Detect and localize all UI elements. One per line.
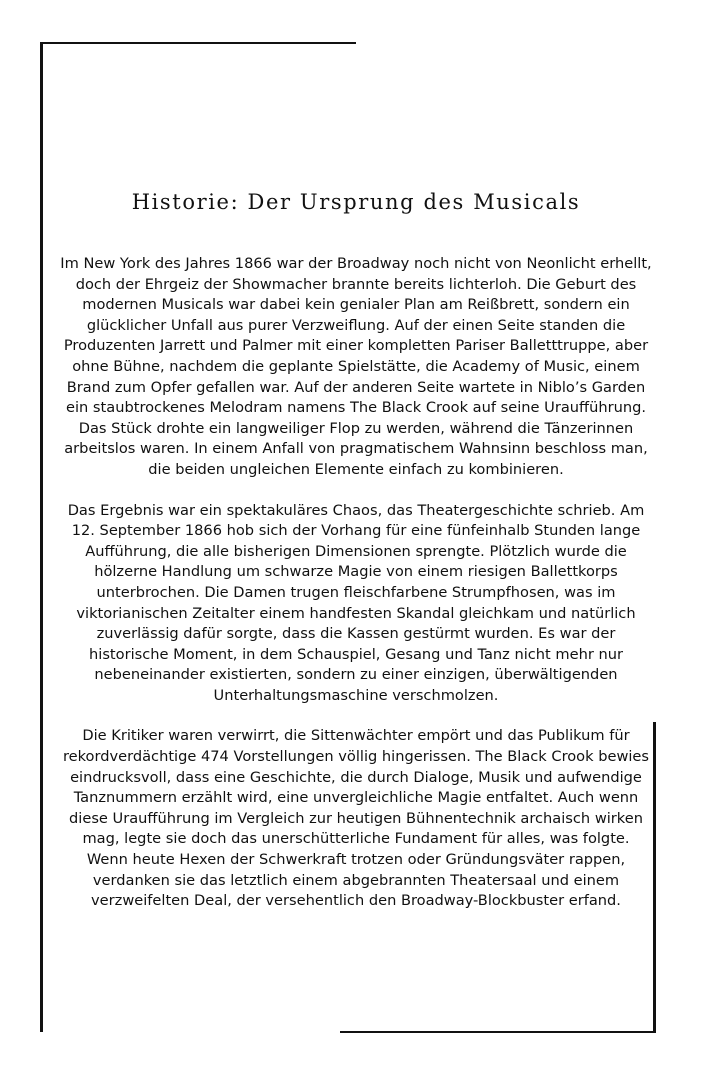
paragraph-1: Im New York des Jahres 1866 war der Broadway noch nicht von Neonlicht erhellt, doch der Ehrgeiz der Showmacher brannte bereits lichterloh. Die Geburt des modernen Musicals war dabei kein genialer Plan am Reißbrett, sondern ein glücklicher Unfall aus purer Verzweiflung. Auf der einen Seite standen die Produzenten Jarrett und Palmer mit einer kompletten Pariser Balletttruppe, aber ohne Bühne, nachdem die geplante Spielstätte, die Academy of Music, einem Brand zum Opfer gefallen war. Auf der anderen Seite wartete in Niblo’s Garden ein staubtrockenes Melodram namens The Black Crook auf seine Uraufführung. Das Stück drohte ein langweiliger Flop zu werden, während die Tänzerinnen arbeitslos waren. In einem Anfall von pragmatischem Wahnsinn beschloss man, die beiden ungleichen Elemente einfach zu kombinieren. <box>60 255 652 478</box>
frame-bottom-right-vertical <box>653 722 656 1033</box>
paragraph-3: Die Kritiker waren verwirrt, die Sittenwächter empört und das Publikum für rekordverdächtige 474 Vorstellungen völlig hingerissen. The Black Crook bewies eindrucksvoll, dass eine Geschichte, die durch Dialoge, Musik und aufwendige Tanznummern erzählt wird, eine unvergleichliche Magie entfaltet. Auch wenn diese Uraufführung im Vergleich zur heutigen Bühnentechnik archaisch wirken mag, legte sie doch das unerschütterliche Fundament für alles, was folgte. Wenn heute Hexen der Schwerkraft trotzen oder Gründungsväter rappen, verdanken sie das letztlich einem abgebrannten Theatersaal und einem verzweifelten Deal, der versehentlich den Broadway-Blockbuster erfand. <box>62 727 650 910</box>
article-body <box>60 180 652 932</box>
frame-bottom-right-horizontal <box>340 1031 656 1033</box>
paragraph-2: Das Ergebnis war ein spektakuläres Chaos, das Theatergeschichte schrieb. Am 12. September 1866 hob sich der Vorhang für eine fünfeinhalb Stunden lange Aufführung, die alle bisherigen Dimensionen sprengte. Plötzlich wurde die hölzerne Handlung um schwarze Magie von einem riesigen Ballettkorps unterbrochen. Die Damen trugen fleischfarbene Strumpfhosen, was im viktorianischen Zeitalter einem handfesten Skandal gleichkam und natürlich zuverlässig dafür sorgte, dass die Kassen gestürmt wurden. Es war der historische Moment, in dem Schauspiel, Gesang und Tanz nicht mehr nur nebeneinander existierten, sondern zu einer einzigen, überwältigenden Unterhaltungsmaschine verschmolzen. <box>67 501 645 704</box>
frame-top-left-horizontal <box>40 42 356 44</box>
frame-top-left-vertical <box>40 42 43 1032</box>
page-title: Historie: Der Ursprung des Musicals <box>131 190 581 214</box>
